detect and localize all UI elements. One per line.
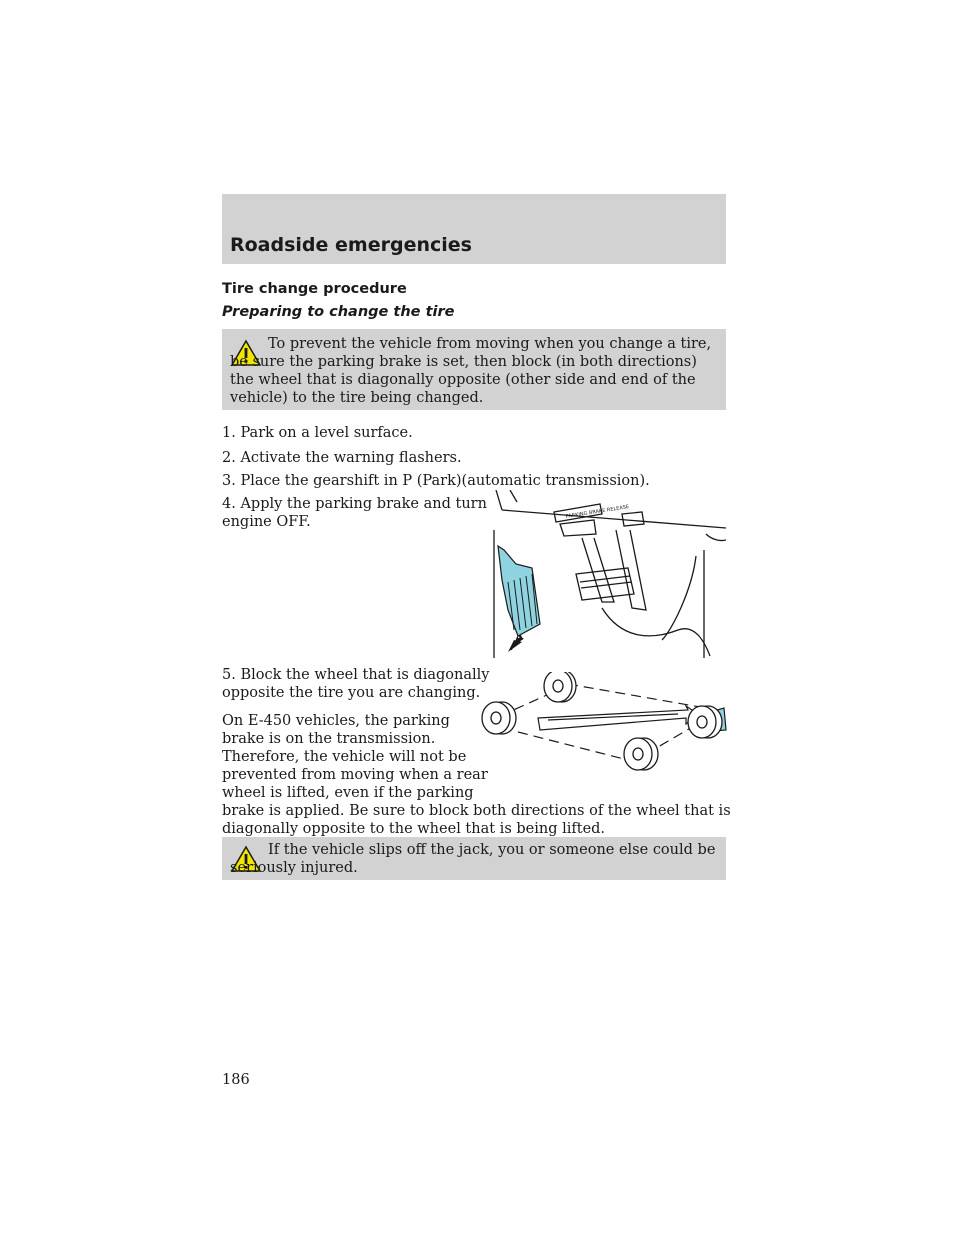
note-line-7: diagonally opposite to the wheel that is being lifted. [222, 821, 606, 837]
step-4-line-1: 4. Apply the parking brake and turn [222, 496, 487, 512]
warning-text-2: If the vehicle slips off the jack, you or someone else could be seriously injured. [230, 842, 716, 876]
warning-box-1 [222, 329, 726, 410]
step-5-line-1: 5. Block the wheel that is diagonally [222, 667, 490, 683]
header-band [222, 194, 726, 264]
step-4-line-2: engine OFF. [222, 514, 311, 530]
note-line-5: wheel is lifted, even if the parking [222, 785, 474, 801]
step-3: 3. Place the gearshift in P (Park)(automatic transmission). [222, 473, 650, 489]
wheel-blocking-diagram [478, 672, 728, 776]
warning-box-2 [222, 837, 726, 880]
step-5-line-2: opposite the tire you are changing. [222, 685, 481, 701]
parking-brake-pedal-illustration [482, 490, 726, 658]
note-line-1: On E-450 vehicles, the parking [222, 713, 450, 729]
note-line-2: brake is on the transmission. [222, 731, 436, 747]
step-1: 1. Park on a level surface. [222, 425, 413, 441]
note-line-3: Therefore, the vehicle will not be [222, 749, 467, 765]
step-2: 2. Activate the warning flashers. [222, 450, 462, 466]
warning-text-1: To prevent the vehicle from moving when you change a tire, be sure the parking brake is set, then block (in both directions) the wheel that is diagonally opposite (other side and end of the vehicle) to the tire being changed. [230, 336, 712, 406]
note-line-4: prevented from moving when a rear [222, 767, 488, 783]
page-number: 186 [222, 1072, 250, 1088]
parking-brake-release-label: PARKING BRAKE RELEASE [565, 504, 630, 520]
subsection-title: Preparing to change the tire [222, 304, 455, 320]
page-section-title: Roadside emergencies [230, 234, 472, 256]
note-line-6: brake is applied. Be sure to block both directions of the wheel that is [222, 803, 731, 819]
section-title: Tire change procedure [222, 281, 407, 297]
